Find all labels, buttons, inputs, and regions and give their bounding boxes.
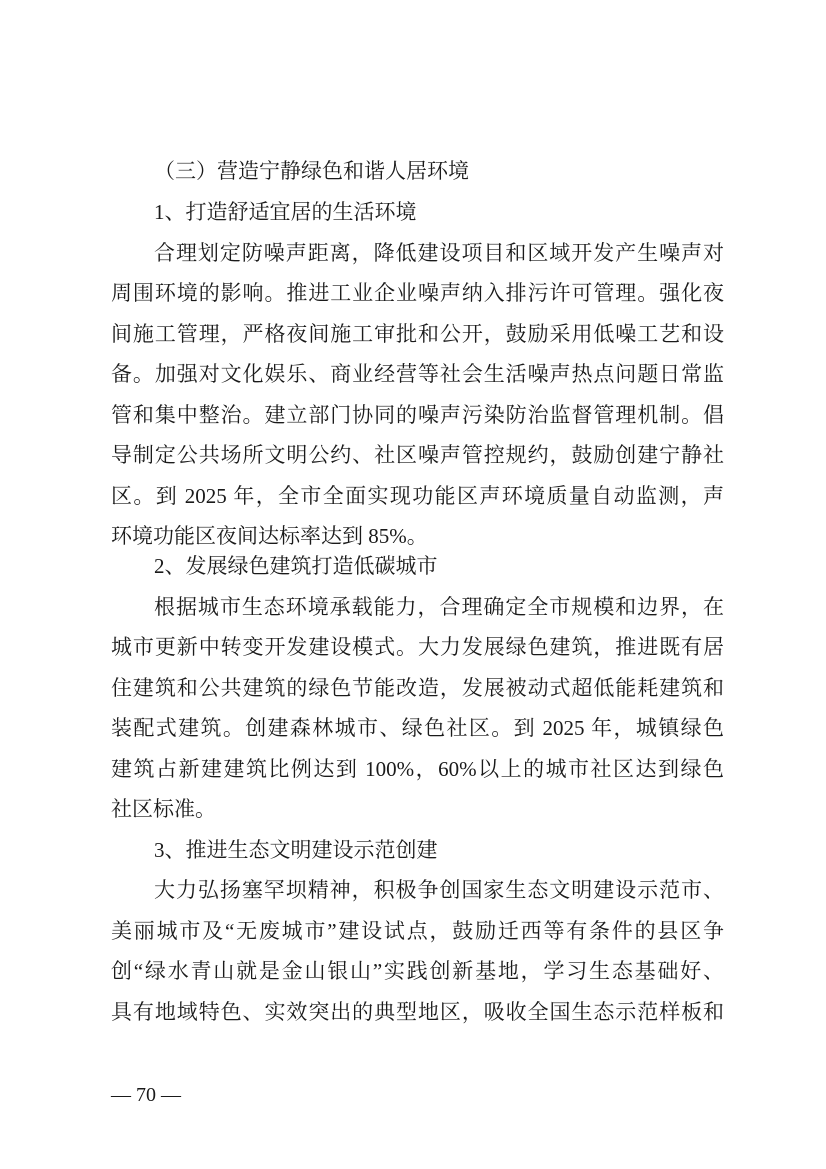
paragraph-line: 管和集中整治。建立部门协同的噪声污染防治监督管理机制。倡 bbox=[111, 403, 724, 427]
paragraph-line: 区。到 2025 年，全市全面实现功能区声环境质量自动监测，声 bbox=[111, 484, 724, 508]
page-number: — 70 — bbox=[111, 1084, 181, 1106]
paragraph-line: 根据城市生态环境承载能力，合理确定全市规模和边界，在 bbox=[154, 595, 724, 619]
paragraph-line: 备。加强对文化娱乐、商业经营等社会生活噪声热点问题日常监 bbox=[111, 362, 724, 386]
paragraph-line: 美丽城市及“无废城市”建设试点，鼓励迁西等有条件的县区争 bbox=[111, 919, 724, 943]
paragraph-line: 装配式建筑。创建森林城市、绿色社区。到 2025 年，城镇绿色 bbox=[111, 716, 724, 740]
paragraph-line: 合理划定防噪声距离，降低建设项目和区域开发产生噪声对 bbox=[154, 241, 724, 265]
paragraph-line: 导制定公共场所文明公约、社区噪声管控规约，鼓励创建宁静社 bbox=[111, 443, 724, 467]
paragraph-line: 社区标准。 bbox=[111, 797, 216, 821]
paragraph-line: 间施工管理，严格夜间施工审批和公开，鼓励采用低噪工艺和设 bbox=[111, 322, 724, 346]
paragraph-line: 具有地域特色、实效突出的典型地区，吸收全国生态示范样板和 bbox=[111, 1000, 724, 1024]
paragraph-line: 住建筑和公共建筑的绿色节能改造，发展被动式超低能耗建筑和 bbox=[111, 676, 724, 700]
section-heading: （三）营造宁静绿色和谐人居环境 bbox=[154, 159, 469, 183]
paragraph-line: 周围环境的影响。推进工业企业噪声纳入排污许可管理。强化夜 bbox=[111, 281, 724, 305]
paragraph-line: 环境功能区夜间达标率达到 85%。 bbox=[111, 524, 428, 548]
paragraph-line: 大力弘扬塞罕坝精神，积极争创国家生态文明建设示范市、 bbox=[154, 878, 724, 902]
paragraph-line: 建筑占新建建筑比例达到 100%，60%以上的城市社区达到绿色 bbox=[111, 757, 724, 781]
subsection-title: 3、推进生态文明建设示范创建 bbox=[154, 838, 438, 862]
paragraph-line: 创“绿水青山就是金山银山”实践创新基地，学习生态基础好、 bbox=[111, 959, 724, 983]
subsection-title: 2、发展绿色建筑打造低碳城市 bbox=[154, 554, 438, 578]
paragraph-line: 城市更新中转变开发建设模式。大力发展绿色建筑，推进既有居 bbox=[111, 635, 724, 659]
subsection-title: 1、打造舒适宜居的生活环境 bbox=[154, 200, 417, 224]
